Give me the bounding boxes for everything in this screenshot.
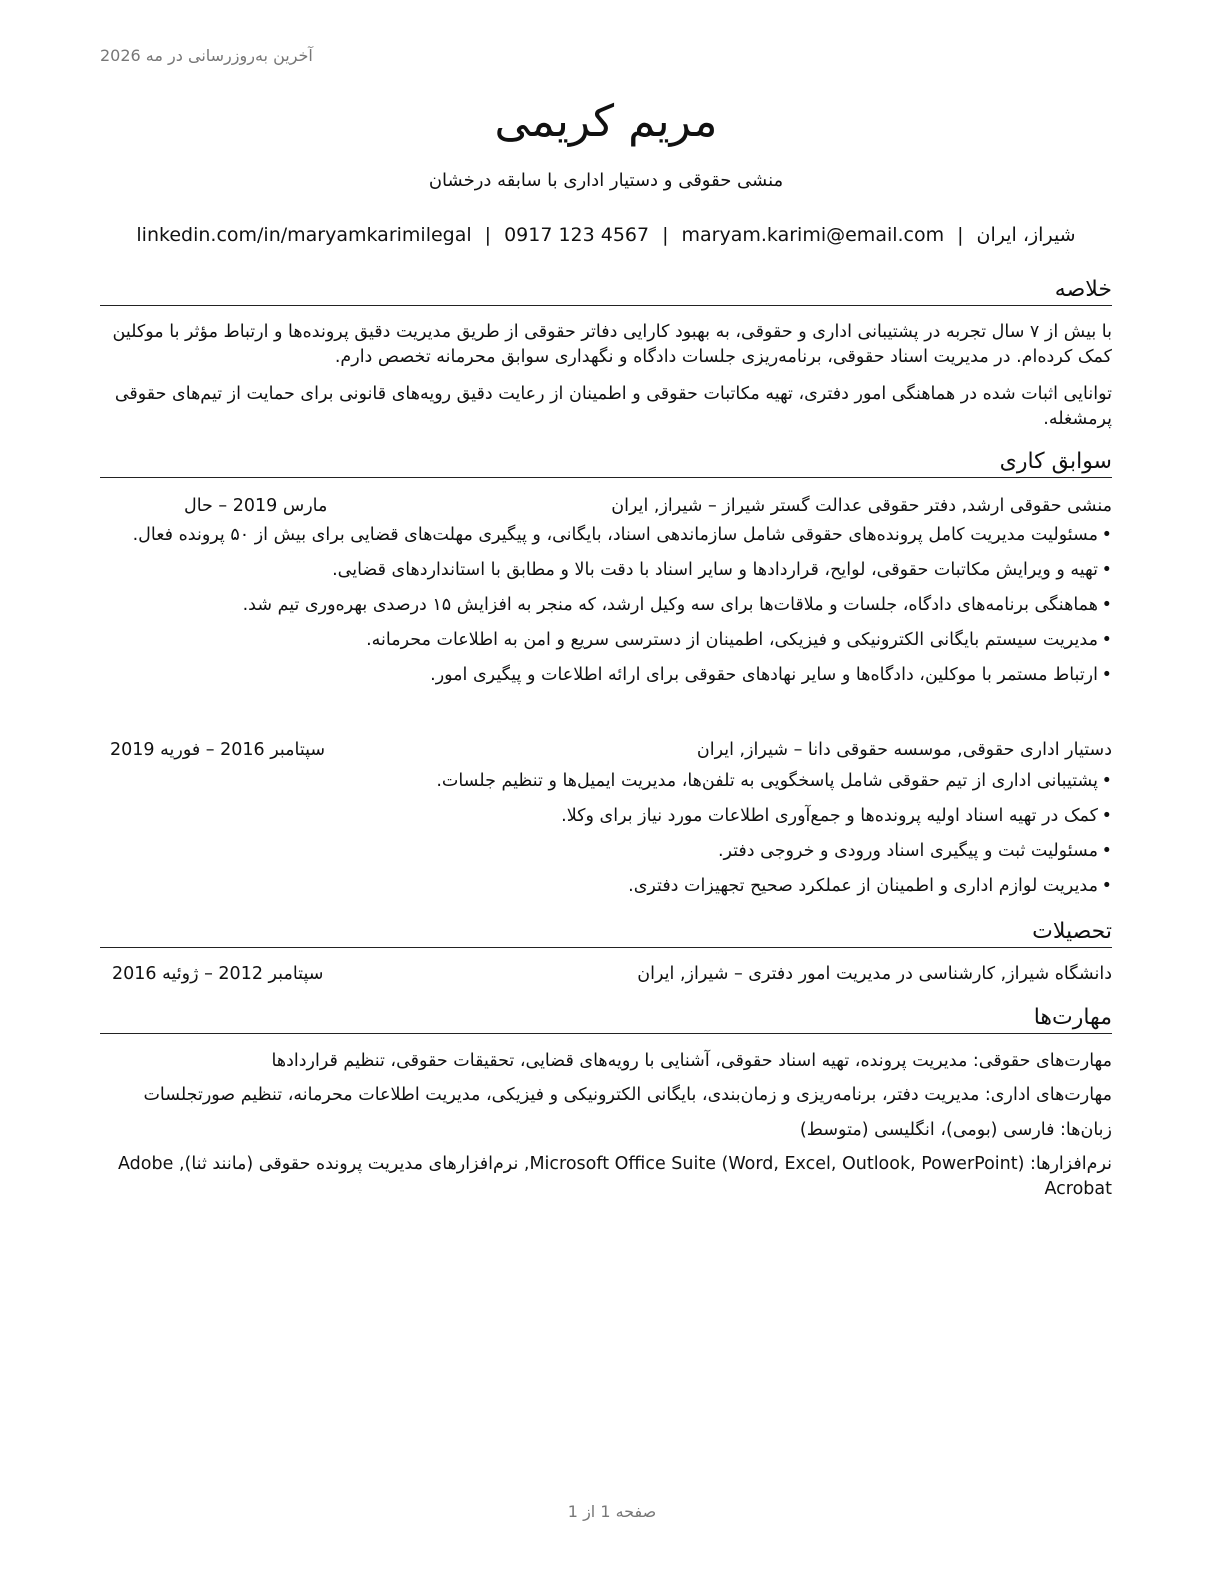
contact-separator: |: [957, 224, 964, 246]
list-item: • تهیه و ویرایش مکاتبات حقوقی، لوایح، قراردادها و سایر اسناد با دقت بالا و مطابق با استانداردهای قضایی.: [100, 558, 1112, 583]
candidate-name: مریم کریمی: [494, 96, 718, 147]
list-item: • مدیریت سیستم بایگانی الکترونیکی و فیزیکی، اطمینان از دسترسی سریع و امن به اطلاعات محرمانه.: [100, 628, 1112, 653]
resume-page: [100, 0, 1112, 1584]
contact-phone[interactable]: 0917 123 4567: [504, 224, 650, 246]
contact-email[interactable]: maryam.karimi@email.com: [681, 224, 945, 246]
last-updated-note: آخرین به‌روزرسانی در مه 2026: [100, 46, 313, 65]
education-section-title: تحصیلات: [100, 918, 1112, 948]
job-title: منشی حقوقی ارشد, دفتر حقوقی عدالت گستر شیراز – شیراز, ایران: [611, 496, 1112, 516]
list-item: • مسئولیت ثبت و پیگیری اسناد ورودی و خروجی دفتر.: [100, 839, 1112, 864]
experience-section-title: سوابق کاری: [100, 448, 1112, 478]
education-heading: [100, 962, 1112, 987]
skill-line: زبان‌ها: فارسی (بومی)، انگلیسی (متوسط): [799, 1120, 1112, 1140]
list-item: • مسئولیت مدیریت کامل پرونده‌های حقوقی شامل سازماندهی اسناد، بایگانی، و پیگیری مهلت‌های قضایی برای بیش از ۵۰ پرونده فعال.: [100, 523, 1112, 548]
summary-section-title: خلاصه: [100, 276, 1112, 306]
summary-paragraph: توانایی اثبات شده در هماهنگی امور دفتری، تهیه مکاتبات حقوقی و اطمینان از رعایت دقیق رویه‌های قانونی برای حمایت از تیم‌های حقوقی پرمشغله.: [114, 384, 1112, 429]
skill-line: مهارت‌های حقوقی: مدیریت پرونده، تهیه اسناد حقوقی، آشنایی با رویه‌های قضایی، تحقیقات حقوقی، تنظیم قراردادها: [271, 1051, 1112, 1071]
list-item: • ارتباط مستمر با موکلین، دادگاه‌ها و سایر نهادهای حقوقی برای ارائه اطلاعات و پیگیری امور.: [100, 663, 1112, 688]
skill-line: مهارت‌های اداری: مدیریت دفتر، برنامه‌ریزی و زمان‌بندی، بایگانی الکترونیکی و فیزیکی، مدیریت اطلاعات محرمانه، تنظیم صورتجلسات: [143, 1085, 1112, 1105]
job-bullet-list: [100, 769, 1112, 909]
list-item: • پشتیبانی اداری از تیم حقوقی شامل پاسخگویی به تلفن‌ها، مدیریت ایمیل‌ها و تنظیم جلسات.: [100, 769, 1112, 794]
skills-section-title: مهارت‌ها: [100, 1004, 1112, 1034]
list-item: • هماهنگی برنامه‌های دادگاه، جلسات و ملاقات‌ها برای سه وکیل ارشد، که منجر به افزایش ۱۵ درصدی بهره‌وری تیم شد.: [100, 593, 1112, 618]
job-heading: [100, 738, 1112, 763]
contact-separator: |: [662, 224, 669, 246]
page-number: صفحه 1 از 1: [567, 1502, 657, 1521]
job-bullet-list: [100, 523, 1112, 698]
list-item: • کمک در تهیه اسناد اولیه پرونده‌ها و جمع‌آوری اطلاعات مورد نیاز برای وکلا.: [100, 804, 1112, 829]
contact-line: [100, 224, 1112, 246]
contact-location: شیراز، ایران: [976, 224, 1076, 246]
candidate-tagline: منشی حقوقی و دستیار اداری با سابقه درخشان: [428, 170, 784, 191]
job-heading: [100, 494, 1112, 519]
job-dates: مارس 2019 – حال: [184, 496, 328, 516]
list-item: • مدیریت لوازم اداری و اطمینان از عملکرد صحیح تجهیزات دفتری.: [100, 874, 1112, 899]
education-institution: دانشگاه شیراز, کارشناسی در مدیریت امور دفتری – شیراز, ایران: [637, 964, 1112, 984]
summary-paragraph: با بیش از ۷ سال تجربه در پشتیبانی اداری و حقوقی، به بهبود کارایی دفاتر حقوقی از طریق مدیریت دقیق پرونده‌ها و ارتباط مؤثر با موکلین کمک کرده‌ام. در مدیریت اسناد حقوقی، برنامه‌ریزی جلسات دادگاه و نگهداری سوابق محرمانه تخصص دارم.: [112, 322, 1112, 367]
skill-line: نرم‌افزارها: Microsoft Office Suite (Word, Excel, Outlook, PowerPoint), نرم‌افزارهای مدیریت پرونده حقوقی (مانند ثنا), Adobe Acrobat: [118, 1154, 1112, 1199]
contact-linkedin[interactable]: linkedin.com/in/maryamkarimilegal: [136, 224, 472, 246]
education-dates: سپتامبر 2012 – ژوئیه 2016: [112, 964, 324, 984]
contact-separator: |: [484, 224, 492, 246]
job-dates: سپتامبر 2016 – فوریه 2019: [110, 740, 326, 760]
job-title: دستیار اداری حقوقی, موسسه حقوقی دانا – شیراز, ایران: [696, 740, 1112, 760]
